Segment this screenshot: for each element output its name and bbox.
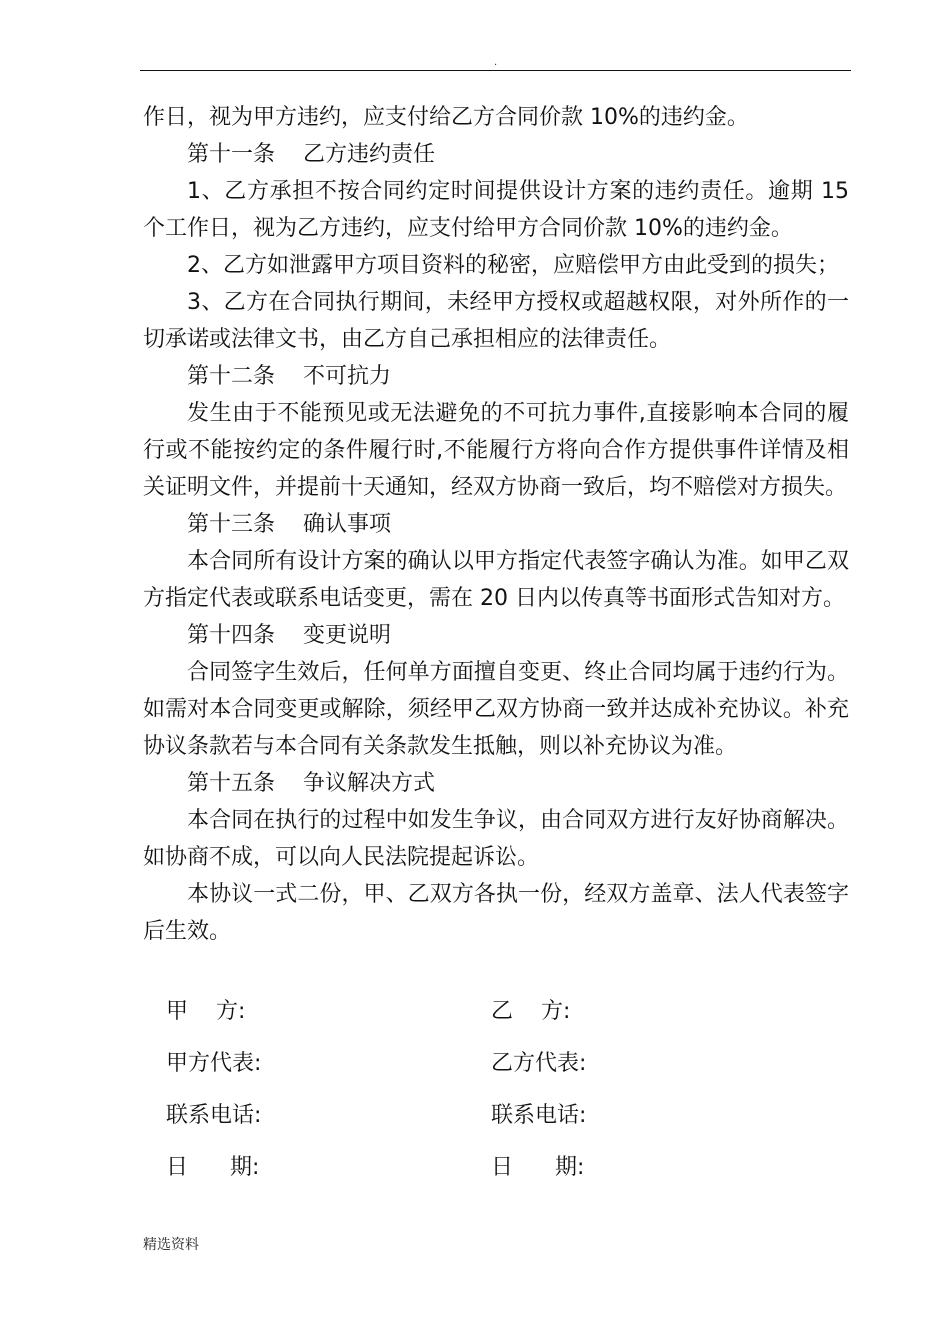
paragraph-continuation: 作日，视为甲方违约，应支付给乙方合同价款 10%的违约金。 bbox=[143, 105, 749, 130]
party-a-representative-label: 甲方代表: bbox=[166, 1051, 262, 1076]
party-a-date-label: 日 期: bbox=[166, 1155, 260, 1180]
article-13-text: 本合同所有设计方案的确认以甲方指定代表签字确认为准。如甲乙双方指定代表或联系电话变更，需在 20 日内以传真等书面形式告知对方。 bbox=[143, 549, 849, 611]
header-mark: . bbox=[494, 57, 498, 68]
article-11-heading: 第十一条 乙方违约责任 bbox=[187, 142, 435, 167]
article-15-text: 本合同在执行的过程中如发生争议，由合同双方进行友好协商解决。如协商不成，可以向人民法院提起诉讼。 bbox=[143, 808, 849, 870]
article-15-heading: 第十五条 争议解决方式 bbox=[187, 771, 435, 796]
party-b-representative-label: 乙方代表: bbox=[491, 1051, 587, 1076]
header-rule bbox=[140, 70, 851, 71]
party-a-label: 甲 方: bbox=[166, 999, 246, 1024]
signature-row-phone bbox=[166, 1098, 766, 1150]
article-14-text: 合同签字生效后，任何单方面擅自变更、终止合同均属于违约行为。如需对本合同变更或解除，须经甲乙双方协商一致并达成补充协议。补充协议条款若与本合同有关条款发生抵触，则以补充协议为准。 bbox=[143, 660, 849, 759]
article-11-clause-1: 1、乙方承担不按合同约定时间提供设计方案的违约责任。逾期 15 个工作日，视为乙方违约，应支付给甲方合同价款 10%的违约金。 bbox=[143, 179, 856, 241]
article-13-heading: 第十三条 确认事项 bbox=[187, 512, 391, 537]
article-11-clause-2: 2、乙方如泄露甲方项目资料的秘密，应赔偿甲方由此受到的损失； bbox=[187, 253, 839, 278]
party-b-phone-label: 联系电话: bbox=[491, 1103, 587, 1128]
contract-body bbox=[143, 99, 856, 950]
article-12-text: 发生由于不能预见或无法避免的不可抗力事件,直接影响本合同的履行或不能按约定的条件履行时,不能履行方将向合作方提供事件详情及相关证明文件，并提前十天通知，经双方协商一致后，均不赔偿对方损失。 bbox=[143, 401, 849, 500]
signature-row-date bbox=[166, 1150, 766, 1202]
closing-statement: 本协议一式二份，甲、乙双方各执一份，经双方盖章、法人代表签字后生效。 bbox=[143, 882, 849, 944]
party-a-phone-label: 联系电话: bbox=[166, 1103, 262, 1128]
footer-note: 精选资料 bbox=[143, 1237, 199, 1253]
signature-row-representative bbox=[166, 1046, 766, 1098]
signature-block bbox=[166, 994, 766, 1202]
signature-row-party bbox=[166, 994, 766, 1046]
party-b-date-label: 日 期: bbox=[491, 1155, 585, 1180]
article-14-heading: 第十四条 变更说明 bbox=[187, 623, 391, 648]
article-11-clause-3: 3、乙方在合同执行期间，未经甲方授权或超越权限，对外所作的一切承诺或法律文书，由乙方自己承担相应的法律责任。 bbox=[143, 290, 849, 352]
party-b-label: 乙 方: bbox=[491, 999, 571, 1024]
article-12-heading: 第十二条 不可抗力 bbox=[187, 364, 391, 389]
